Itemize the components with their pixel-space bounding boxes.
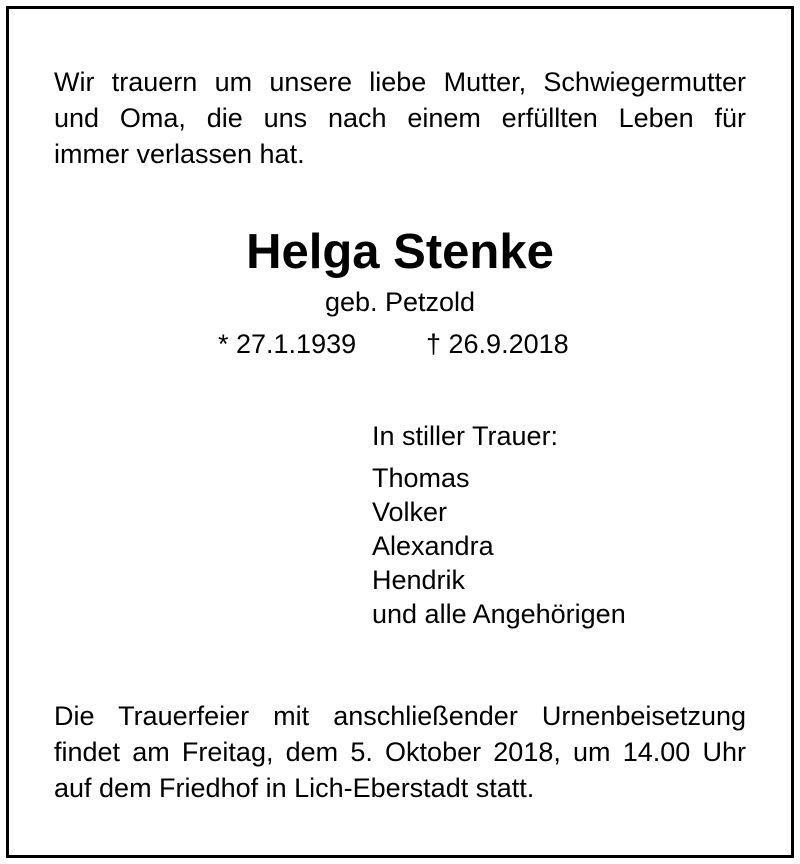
mourner-name: Alexandra bbox=[372, 531, 494, 561]
intro-line: und Oma, die uns nach einem erfüllten Leben für bbox=[54, 103, 746, 133]
funeral-line: auf dem Friedhof in Lich-Eberstadt statt. bbox=[54, 773, 535, 803]
deceased-name: Helga Stenke bbox=[246, 225, 554, 279]
funeral-line: findet am Freitag, dem 5. Oktober 2018, um 14.00 Uhr bbox=[54, 737, 746, 767]
mourner-name: und alle Angehörigen bbox=[372, 599, 626, 629]
intro-line: Wir trauern um unsere liebe Mutter, Schwiegermutter bbox=[54, 67, 746, 97]
mourner-name: Thomas bbox=[372, 463, 470, 493]
intro-text bbox=[54, 64, 746, 172]
mourner-name: Hendrik bbox=[372, 565, 466, 595]
mourning-heading: In stiller Trauer: bbox=[372, 421, 559, 451]
funeral-line: Die Trauerfeier mit anschließender Urnenbeisetzung bbox=[54, 701, 746, 731]
funeral-info bbox=[54, 698, 746, 806]
maiden-name: geb. Petzold bbox=[324, 287, 476, 317]
death-date: † 26.9.2018 bbox=[426, 329, 569, 359]
mourner-name: Volker bbox=[372, 497, 448, 527]
birth-date: * 27.1.1939 bbox=[218, 329, 357, 359]
intro-line: immer verlassen hat. bbox=[54, 139, 305, 169]
mourners-list bbox=[372, 461, 626, 631]
